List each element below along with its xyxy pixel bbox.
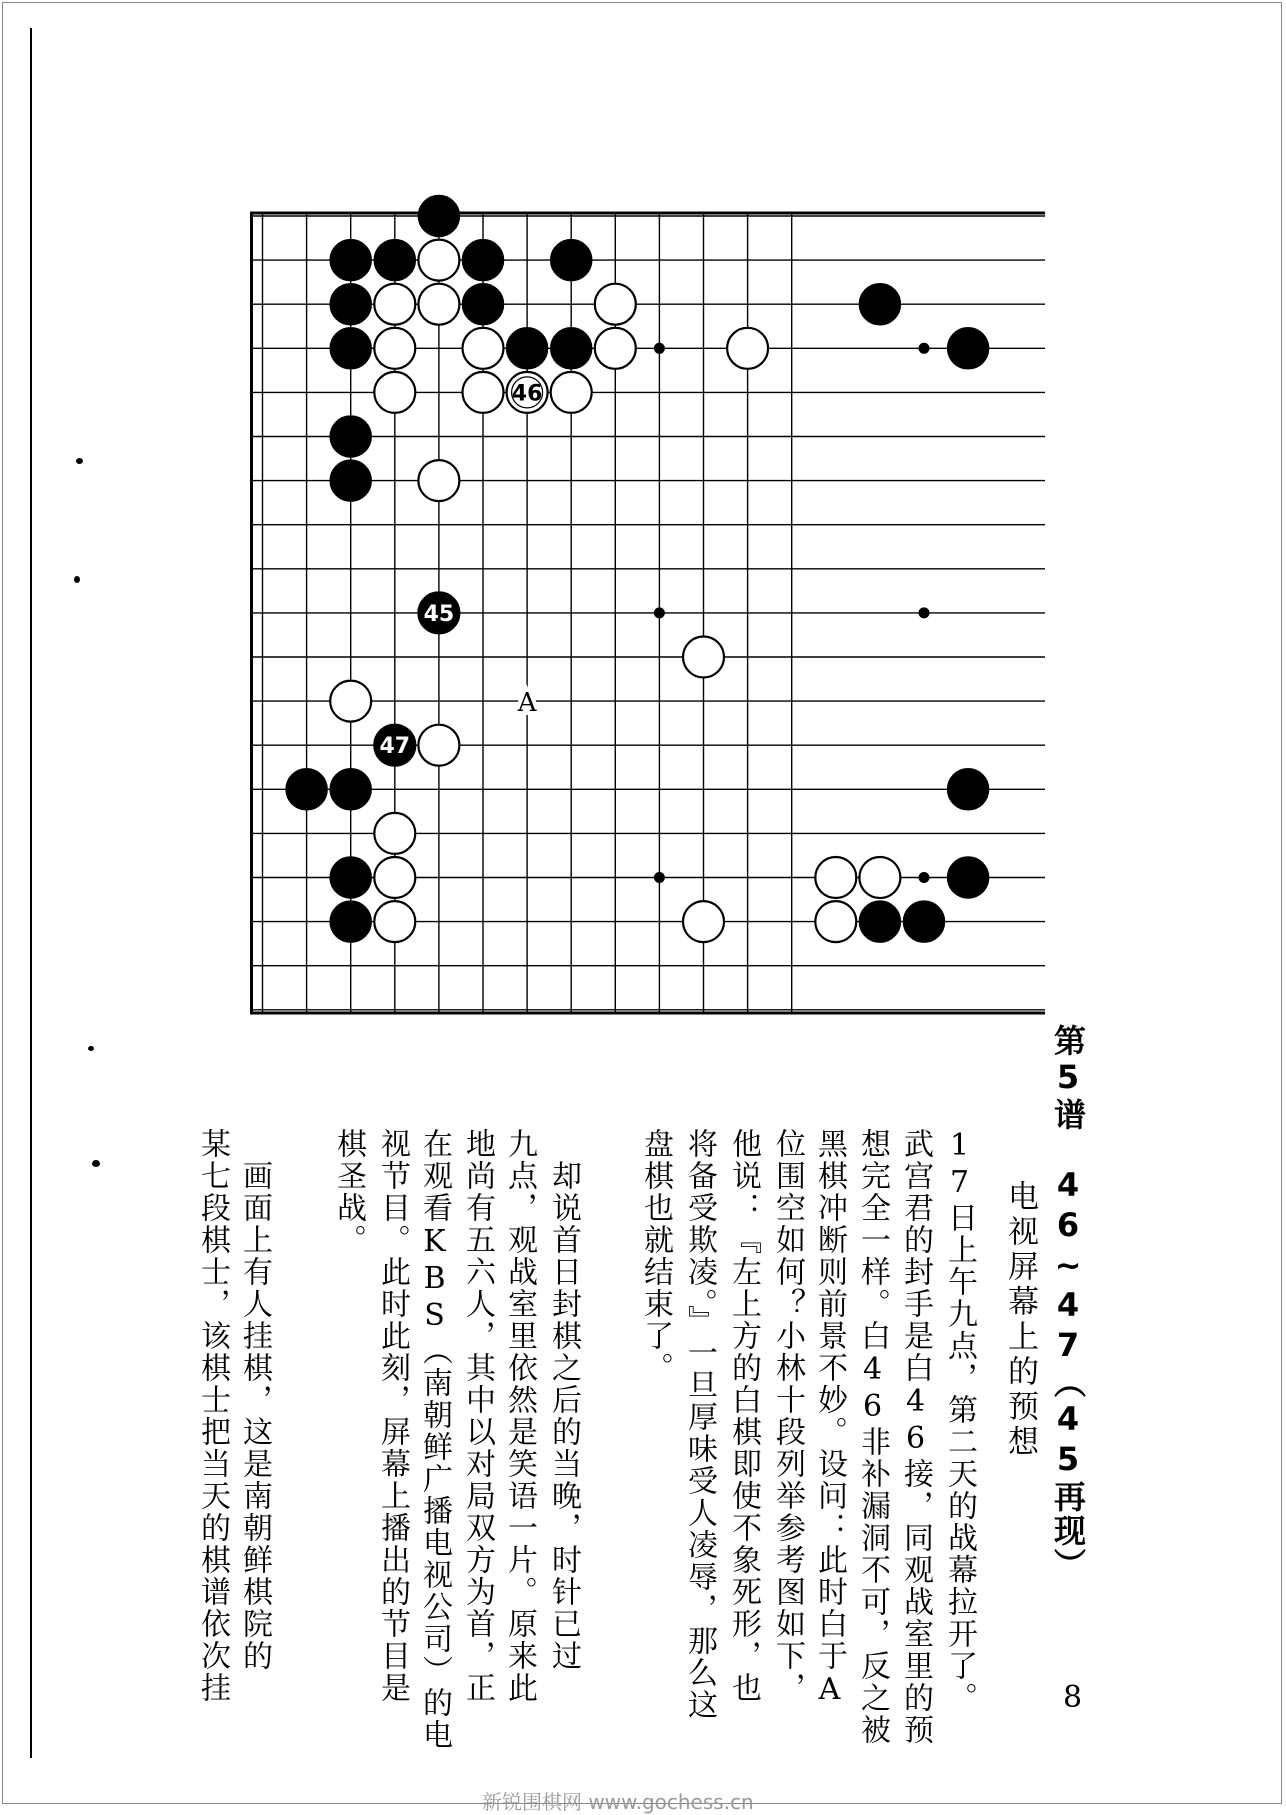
black-stone [330,240,371,281]
text-column: 将备受欺凌。』一旦厚味受人凌辱，那么这 [682,1128,717,1721]
black-stone [418,196,459,237]
black-stone [948,857,989,898]
stone-move-number: 46 [511,381,543,407]
black-stone [330,284,371,325]
text-column: 盘棋也就结束了。 [638,1128,673,1384]
white-stone [374,901,415,942]
black-stone [330,857,371,898]
black-stone [330,901,371,942]
white-stone [374,372,415,413]
white-stone [418,240,459,281]
white-stone [551,372,592,413]
text-column: 地尚有五六人，其中以对局双方为首，正 [460,1128,495,1704]
white-stone [727,328,768,369]
text-column: 黑棋冲断则前景不妙。设问：此时白于A [812,1128,847,1709]
point-marker-a: A [517,688,537,719]
stone-move-number: 45 [423,601,455,627]
black-stone [948,328,989,369]
white-stone [859,857,900,898]
text-column: 却说首日封棋之后的当晚，时针已过 [546,1128,581,1672]
text-column: 视节目。此时此刻，屏幕上播出的节目是 [375,1128,410,1704]
black-stone [948,769,989,810]
white-stone [330,681,371,722]
white-stone [418,725,459,766]
white-stone [815,901,856,942]
white-stone [374,328,415,369]
white-stone [374,284,415,325]
white-stone [683,901,724,942]
stone-move-number: 47 [379,734,411,760]
scan-speck [88,1046,94,1051]
star-point [919,607,930,618]
black-stone [551,240,592,281]
text-column: 他说：『左上方的白棋即使不象死形，也 [726,1128,761,1704]
white-stone [595,328,636,369]
black-stone [904,901,945,942]
page-number: 8 [1063,1680,1083,1715]
black-stone [507,328,548,369]
text-column: 位围空如何？小林十段列举参考图如下， [770,1128,805,1704]
white-stone [595,284,636,325]
white-stone [683,637,724,678]
text-column: 武宫君的封手是白46接，同观战室里的预 [898,1128,933,1746]
diagram-subtitle: 电视屏幕上的预想 [1002,1180,1038,1460]
diagram-heading: 第5谱 46~47（45再现） [1049,1024,1087,1582]
black-stone [286,769,327,810]
black-stone [330,769,371,810]
white-stone [815,857,856,898]
white-stone [374,857,415,898]
white-stone [463,328,504,369]
star-point [654,607,665,618]
black-stone [859,284,900,325]
star-point [919,343,930,354]
white-stone [418,460,459,501]
black-stone [374,240,415,281]
black-stone [330,416,371,457]
text-column: 想完全一样。白46非补漏洞不可，反之被 [855,1128,890,1746]
text-column: 17日上午九点，第二天的战幕拉开了。 [942,1128,977,1714]
black-stone [463,284,504,325]
site-watermark: 新锐围棋网 www.gochess.cn [482,1790,754,1814]
black-stone [330,328,371,369]
white-stone [418,284,459,325]
white-stone [463,372,504,413]
black-stone [463,240,504,281]
text-column: 九点，观战室里依然是笑语一片。原来此 [502,1128,537,1704]
black-stone [859,901,900,942]
text-column: 棋圣战。 [331,1128,366,1256]
black-stone [551,328,592,369]
star-point [654,343,665,354]
scan-speck [92,1160,100,1167]
black-stone [330,460,371,501]
text-column: 画面上有人挂棋，这是南朝鲜棋院的 [237,1128,272,1672]
star-point [919,872,930,883]
text-column: 某七段棋士，该棋士把当天的棋谱依次挂 [195,1128,230,1704]
text-column: 在观看KBS（南朝鲜广播电视公司）的电 [417,1128,452,1751]
white-stone [374,813,415,854]
star-point [654,872,665,883]
